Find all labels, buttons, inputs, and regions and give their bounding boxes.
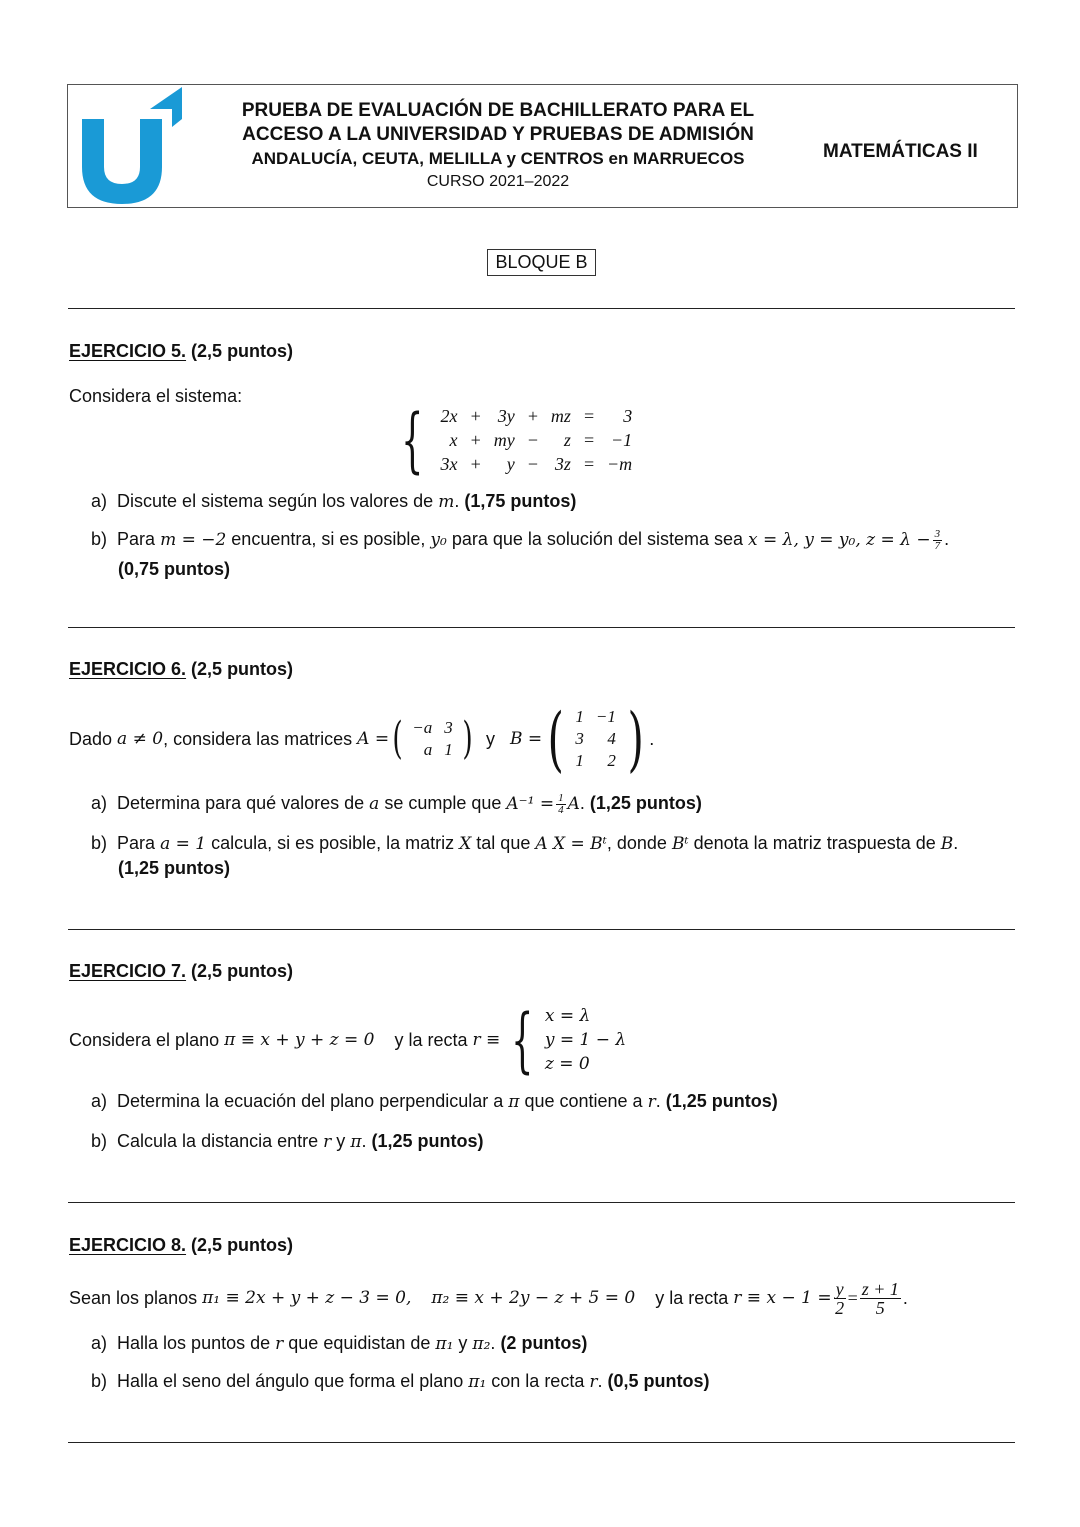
cell: 4: [607, 729, 616, 748]
math: r ≡: [472, 1030, 501, 1050]
text: Determina la ecuación del plano perpendicular a: [117, 1091, 509, 1111]
block-label: BLOQUE B: [487, 249, 596, 276]
text: .: [454, 491, 465, 511]
math: m = −2: [160, 530, 227, 550]
exercise-8-statement: [69, 1276, 908, 1320]
cell: −: [526, 454, 539, 474]
cell: +: [469, 430, 482, 450]
fraction: [834, 1280, 846, 1317]
matrix-B: [542, 698, 649, 780]
divider: [68, 627, 1015, 628]
text: Halla el seno del ángulo que forma el plano: [117, 1371, 469, 1391]
exercise-7-part-b: [91, 1130, 484, 1153]
text: Considera el plano: [69, 1030, 220, 1050]
math: π₂ ≡ x + 2y − z + 5 = 0: [431, 1288, 636, 1308]
divider: [68, 1442, 1015, 1443]
text: y la recta: [655, 1288, 729, 1308]
exercise-7-statement: [69, 999, 627, 1081]
cell: 1: [575, 707, 584, 726]
matrix-row: [569, 750, 621, 772]
denominator: 4: [558, 803, 564, 816]
exercise-5-intro: Considera el sistema:: [69, 386, 243, 406]
part-label: b): [91, 1131, 108, 1151]
fraction: [556, 793, 566, 816]
numerator: 1: [558, 791, 564, 804]
part-label: a): [91, 1333, 108, 1353]
math: A: [567, 794, 580, 814]
matrix-row: [435, 404, 639, 428]
header-box: [67, 84, 1018, 208]
cell: mz: [550, 406, 571, 426]
part-label: b): [91, 529, 108, 549]
exercise-7-heading: [69, 960, 293, 982]
exercise-points: (2,5 puntos): [186, 659, 294, 679]
math: π₁ ≡ 2x + y + z − 3 = 0,: [202, 1288, 412, 1308]
cell: 3: [444, 718, 453, 737]
paren: (: [547, 698, 564, 780]
text: .: [649, 729, 655, 749]
math: π₂: [472, 1334, 491, 1354]
part-points: (2 puntos): [500, 1333, 588, 1353]
part-label: a): [91, 491, 108, 511]
text: encuentra, si es posible,: [226, 529, 431, 549]
left-brace: {: [511, 999, 534, 1081]
math: A X = Bᵗ: [535, 834, 607, 854]
math: r: [647, 1092, 656, 1112]
numerator: 3: [934, 527, 941, 540]
math: r: [589, 1372, 598, 1392]
exercise-5-part-a: [91, 490, 576, 513]
cell: =: [582, 454, 596, 474]
exercise-title: EJERCICIO 6.: [69, 659, 187, 679]
cell: my: [493, 430, 515, 450]
text: denota la matriz traspuesta de: [688, 833, 941, 853]
header-title-line-1: PRUEBA DE EVALUACIÓN DE BACHILLERATO PARA EL: [241, 100, 755, 121]
math: π ≡ x + y + z = 0: [224, 1030, 375, 1050]
cell: −1: [611, 430, 633, 450]
matrix-row: [569, 706, 621, 728]
exercise-6-statement: [69, 698, 655, 780]
text: .: [579, 793, 590, 813]
divider: [68, 1202, 1015, 1203]
exercise-points: (2,5 puntos): [186, 1235, 294, 1255]
header-title-line-2: ACCESO A LA UNIVERSIDAD Y PRUEBAS DE ADMISIÓN: [242, 124, 754, 145]
text: Para: [117, 529, 161, 549]
text: para que la solución del sistema sea: [446, 529, 749, 549]
divider: [68, 929, 1015, 930]
matrix-row: [406, 739, 458, 761]
numerator: z + 1: [861, 1278, 899, 1299]
exercise-title: EJERCICIO 5.: [69, 341, 187, 361]
text: .: [944, 529, 950, 549]
text: que contiene a: [519, 1091, 648, 1111]
exercise-title: EJERCICIO 8.: [69, 1235, 187, 1255]
exercise-7-part-a: [91, 1090, 778, 1113]
paren: ): [627, 698, 644, 780]
numerator: y: [835, 1278, 844, 1299]
paren: ): [462, 713, 473, 764]
cell: x: [449, 430, 458, 450]
text: , considera las matrices: [163, 729, 353, 749]
cell: =: [582, 406, 596, 426]
cell: =: [582, 430, 596, 450]
fraction: [860, 1280, 901, 1317]
exercise-points: (2,5 puntos): [186, 961, 294, 981]
cell: 3z: [554, 454, 571, 474]
text: Sean los planos: [69, 1288, 198, 1308]
text: calcula, si es posible, la matriz: [206, 833, 460, 853]
math: π: [350, 1132, 362, 1152]
math: π₁: [468, 1372, 487, 1392]
cell: y: [506, 454, 515, 474]
divider: [68, 308, 1015, 309]
exercise-6-part-a: [91, 792, 702, 816]
cell: +: [526, 406, 539, 426]
text: Determina para qué valores de: [117, 793, 370, 813]
exercise-6-part-b-points: (1,25 puntos): [118, 858, 231, 878]
fraction: [933, 529, 943, 552]
exercise-8-part-b: [91, 1370, 710, 1393]
text: y: [331, 1131, 351, 1151]
cell: +: [469, 406, 482, 426]
cell: −1: [595, 707, 616, 726]
cell: a: [423, 740, 433, 759]
text: , donde: [606, 833, 672, 853]
line-system: [545, 1004, 626, 1076]
cell: z: [563, 430, 571, 450]
equation-system: [390, 399, 638, 481]
equation: z = 0: [544, 1054, 590, 1074]
exercise-5-part-b-points: (0,75 puntos): [118, 559, 231, 579]
math: π₁: [435, 1334, 454, 1354]
text: con la recta: [486, 1371, 590, 1391]
math: B: [940, 834, 954, 854]
math: y₀: [430, 530, 447, 550]
math: a: [369, 794, 380, 814]
cell: +: [469, 454, 482, 474]
part-points: (1,25 puntos): [665, 1091, 778, 1111]
header-title-line-3: ANDALUCÍA, CEUTA, MELILLA y CENTROS en MARRUECOS: [251, 149, 745, 168]
text: que equidistan de: [283, 1333, 436, 1353]
part-points: (1,75 puntos): [464, 491, 577, 511]
exercise-8-heading: [69, 1234, 293, 1256]
math: B =: [509, 729, 543, 749]
part-points: (1,25 puntos): [589, 793, 702, 813]
text: .: [361, 1131, 372, 1151]
paren: (: [392, 713, 403, 764]
cell: 2: [607, 751, 616, 770]
equation: y = 1 − λ: [544, 1030, 627, 1050]
matrix-row: [435, 452, 639, 476]
denominator: 7: [934, 539, 941, 552]
text: .: [953, 833, 959, 853]
text: y: [453, 1333, 473, 1353]
text: .: [902, 1288, 908, 1308]
cell: 1: [575, 751, 584, 770]
math: A =: [357, 729, 390, 749]
exercise-title: EJERCICIO 7.: [69, 961, 187, 981]
math: x = λ, y = y₀, z = λ −: [748, 530, 931, 550]
text: tal que: [471, 833, 536, 853]
subject-title: MATEMÁTICAS II: [823, 141, 978, 162]
cell: −m: [607, 454, 633, 474]
math: π: [508, 1092, 520, 1112]
text: .: [490, 1333, 501, 1353]
text: Para: [117, 833, 161, 853]
denominator: 2: [835, 1297, 845, 1318]
text: y: [485, 729, 495, 749]
cell: −a: [412, 718, 433, 737]
matrix-A: [389, 713, 476, 764]
matrix-row: [435, 428, 639, 452]
exercise-5-heading: [69, 340, 293, 362]
text: Calcula la distancia entre: [117, 1131, 324, 1151]
part-label: a): [91, 793, 108, 813]
math: a = 1: [160, 834, 207, 854]
math: Bᵗ: [671, 834, 689, 854]
math: a ≠ 0: [117, 729, 164, 749]
left-brace: {: [401, 399, 424, 481]
text: Discute el sistema según los valores de: [117, 491, 439, 511]
text: .: [655, 1091, 666, 1111]
header-course: CURSO 2021–2022: [426, 173, 570, 190]
text: Dado: [69, 729, 113, 749]
part-label: b): [91, 1371, 108, 1391]
exercise-6-part-b: [91, 832, 958, 855]
part-label: b): [91, 833, 108, 853]
text: .: [597, 1371, 608, 1391]
part-label: a): [91, 1091, 108, 1111]
cell: 2x: [440, 406, 458, 426]
cell: 3x: [440, 454, 458, 474]
math: r: [323, 1132, 332, 1152]
math: X: [459, 834, 472, 854]
part-points: (0,5 puntos): [607, 1371, 710, 1391]
equation: x = λ: [544, 1006, 591, 1026]
denominator: 5: [875, 1297, 885, 1318]
equals: =: [847, 1288, 858, 1308]
exercise-5-part-b: [91, 528, 949, 552]
text: se cumple que: [379, 793, 507, 813]
cell: 1: [444, 740, 453, 759]
exercise-8-part-a: [91, 1332, 587, 1355]
text: Halla los puntos de: [117, 1333, 276, 1353]
cell: 3: [623, 406, 633, 426]
math: r ≡ x − 1 =: [733, 1288, 832, 1308]
math: r: [275, 1334, 284, 1354]
text: y la recta: [394, 1030, 468, 1050]
exercise-6-heading: [69, 658, 293, 680]
matrix-row: [406, 717, 458, 739]
matrix-row: [569, 728, 621, 750]
math: A⁻¹ =: [506, 794, 555, 814]
cell: −: [526, 430, 539, 450]
cell: 3: [575, 729, 584, 748]
cell: 3y: [497, 406, 515, 426]
math: m: [438, 492, 455, 512]
part-points: (1,25 puntos): [371, 1131, 484, 1151]
university-logo: [78, 87, 188, 205]
exercise-points: (2,5 puntos): [186, 341, 294, 361]
